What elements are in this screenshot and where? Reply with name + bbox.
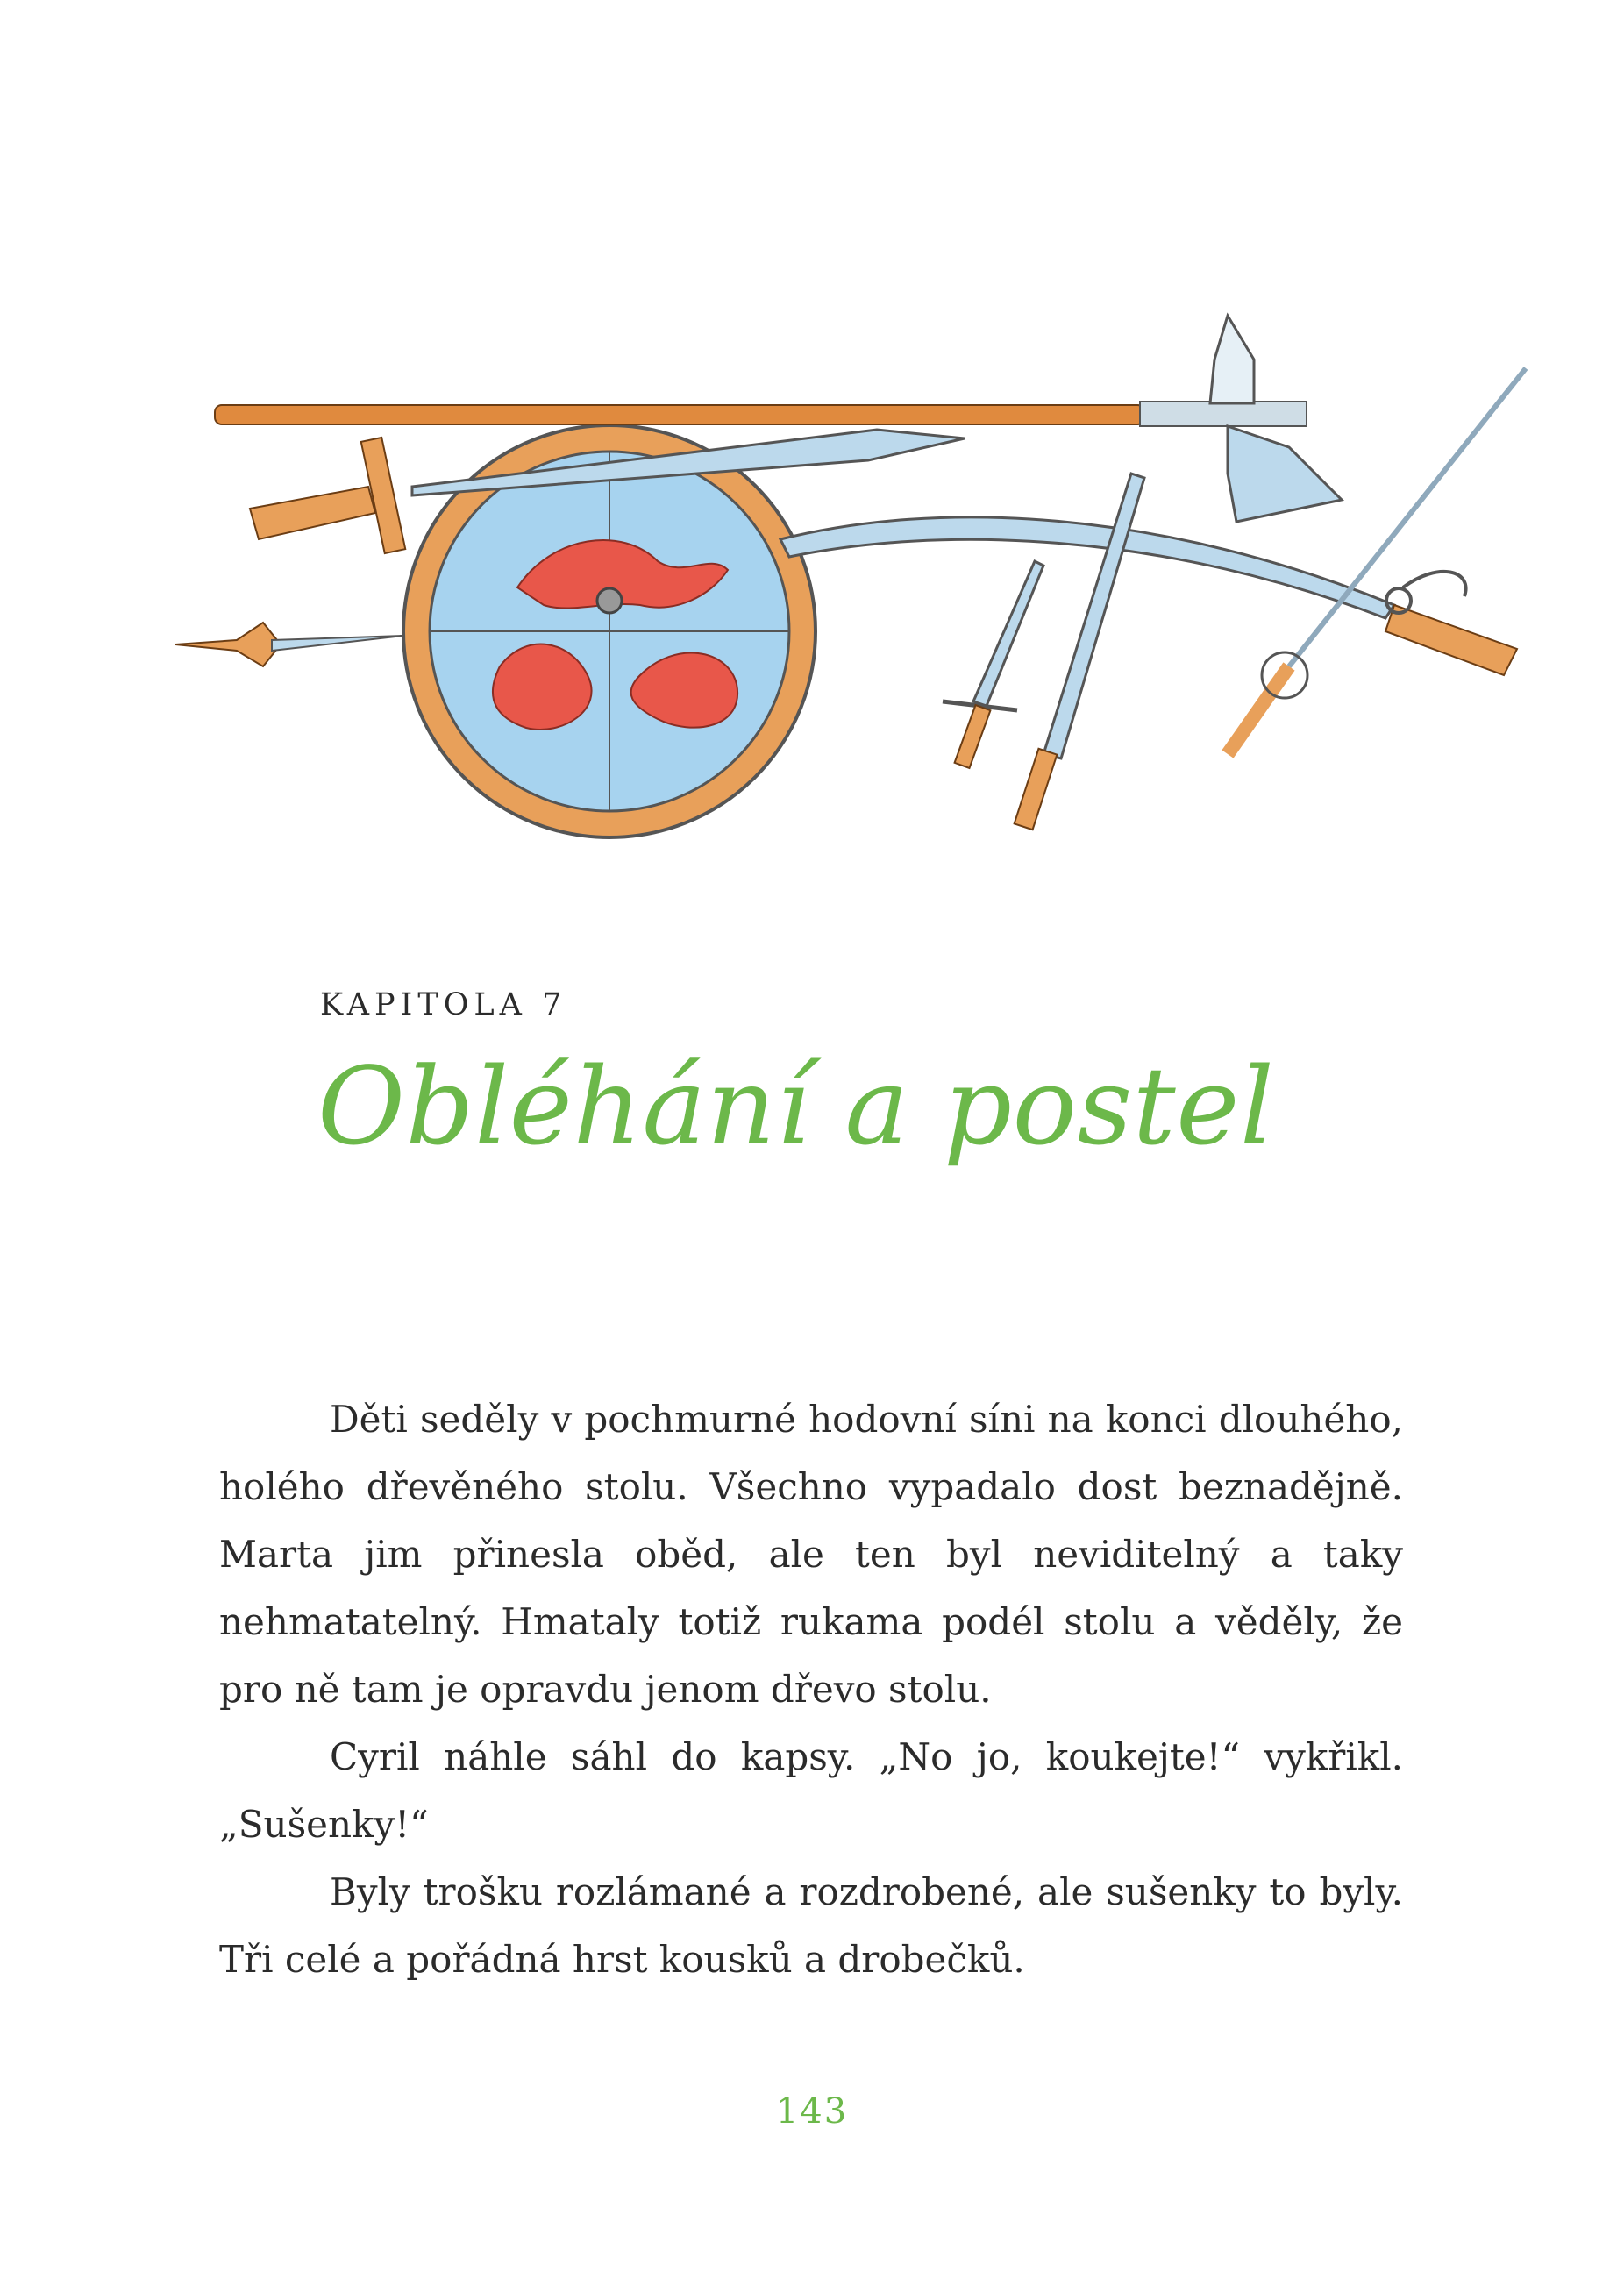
weapons-illustration (149, 298, 1570, 842)
page-number: 143 (775, 2091, 849, 2132)
chapter-label: KAPITOLA 7 (320, 987, 567, 1022)
dagger (175, 623, 403, 666)
body-paragraph: Byly trošku rozlámané a rozdrobené, ale sušenky to byly. Tři celé a pořádná hrst kousků a drobečků. (219, 1870, 1403, 1981)
chapter-body (219, 1385, 1403, 1993)
short-sword-left (943, 561, 1043, 768)
body-paragraph: Cyril náhle sáhl do kapsy. „No jo, koukejte!“ vykřikl. „Sušenky!“ (219, 1735, 1403, 1846)
shield-boss (597, 588, 622, 613)
body-paragraph: Děti seděly v pochmurné hodovní síni na konci dlouhého, holého dřevěného stolu. Všechno vypadalo dost beznadějně. Marta jim přinesla oběd, ale ten byl neviditelný a taky nehmatatelný. Hmataly totiž rukama podél stolu a věděly, že pro ně tam je opravdu jenom dřevo stolu. (219, 1398, 1403, 1711)
chapter-title: Obléhání a postel (317, 1044, 1275, 1169)
sabre (780, 517, 1517, 675)
